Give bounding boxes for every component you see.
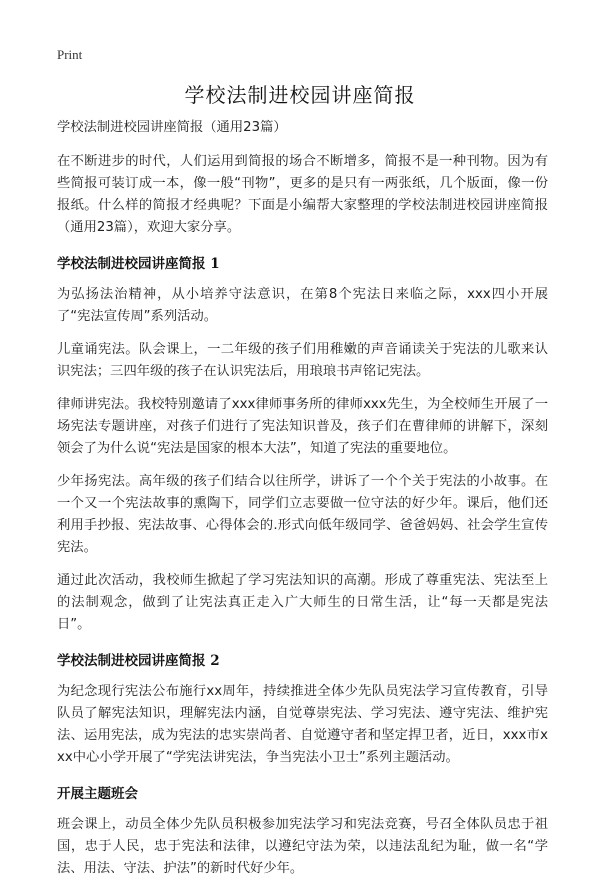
document-subtitle: 学校法制进校园讲座简报（通用23篇）	[57, 120, 287, 135]
section-1-paragraph-3: 律师讲宪法。我校特别邀请了xxx律师事务所的律师xxx先生，为全校师生开展了一场宪法专题讲座，对孩子们进行了宪法知识普及，孩子们在曹律师的讲解下，深刻领会了为什么说“宪法是国家的根本大法”，知道了宪法的重要地位。	[57, 397, 548, 456]
section-1-paragraph-2: 儿童诵宪法。队会课上，一二年级的孩子们用稚嫩的声音诵读关于宪法的儿歌来认识宪法；三四年级的孩子在认识宪法后，用琅琅书声铭记宪法。	[57, 342, 548, 379]
page-title: 学校法制进校园讲座简报	[184, 83, 416, 107]
section-1-paragraph-1: 为弘扬法治精神，从小培养守法意识，在第8个宪法日来临之际，xxx四小开展了“宪法宣传周”系列活动。	[57, 287, 548, 324]
section-2-paragraph-1: 为纪念现行宪法公布施行xx周年，持续推进全体少先队员宪法学习宣传教育，引导队员了解宪法知识，理解宪法内涵，自觉尊崇宪法、学习宪法、遵守宪法、维护宪法、运用宪法，成为宪法的忠实崇尚者、自觉遵守者和坚定捍卫者，近日，xxx市xxx中心小学开展了“学宪法讲宪法，争当宪法小卫士”系列主题活动。	[57, 684, 548, 765]
intro-paragraph: 在不断进步的时代，人们运用到简报的场合不断增多，简报不是一种刊物。因为有些简报可装订成一本，像一般“刊物”，更多的是只有一两张纸，几个版面，像一份报纸。什么样的简报才经典呢？下面是小编帮大家整理的学校法制进校园讲座简报（通用23篇），欢迎大家分享。	[57, 154, 548, 235]
print-link[interactable]: Print	[57, 47, 83, 62]
section-1-paragraph-4: 少年扬宪法。高年级的孩子们结合以往所学，讲诉了一个个关于宪法的小故事。在一个又一个宪法故事的熏陶下，同学们立志要做一位守法的好少年。课后，他们还利用手抄报、宪法故事、心得体会的.形式向低年级同学、爸爸妈妈、社会学生宣传宪法。	[57, 474, 548, 555]
section-heading-1: 学校法制进校园讲座简报 1	[57, 256, 220, 272]
document-body	[57, 117, 548, 891]
section-heading-2: 学校法制进校园讲座简报 2	[57, 653, 220, 669]
section-3-paragraph-1: 班会课上，动员全体少先队员积极参加宪法学习和宪法竞赛，号召全体队员忠于祖国，忠于人民，忠于宪法和法律，以遵纪守法为荣，以违法乱纪为耻，做一名“学法、用法、守法、护法”的新时代好少年。	[57, 817, 548, 876]
section-1-paragraph-5: 通过此次活动，我校师生掀起了学习宪法知识的高潮。形成了尊重宪法、宪法至上的法制观念，做到了让宪法真正走入广大师生的日常生活，让“每一天都是宪法日”。	[57, 573, 548, 632]
section-heading-3: 开展主题班会	[57, 786, 138, 802]
